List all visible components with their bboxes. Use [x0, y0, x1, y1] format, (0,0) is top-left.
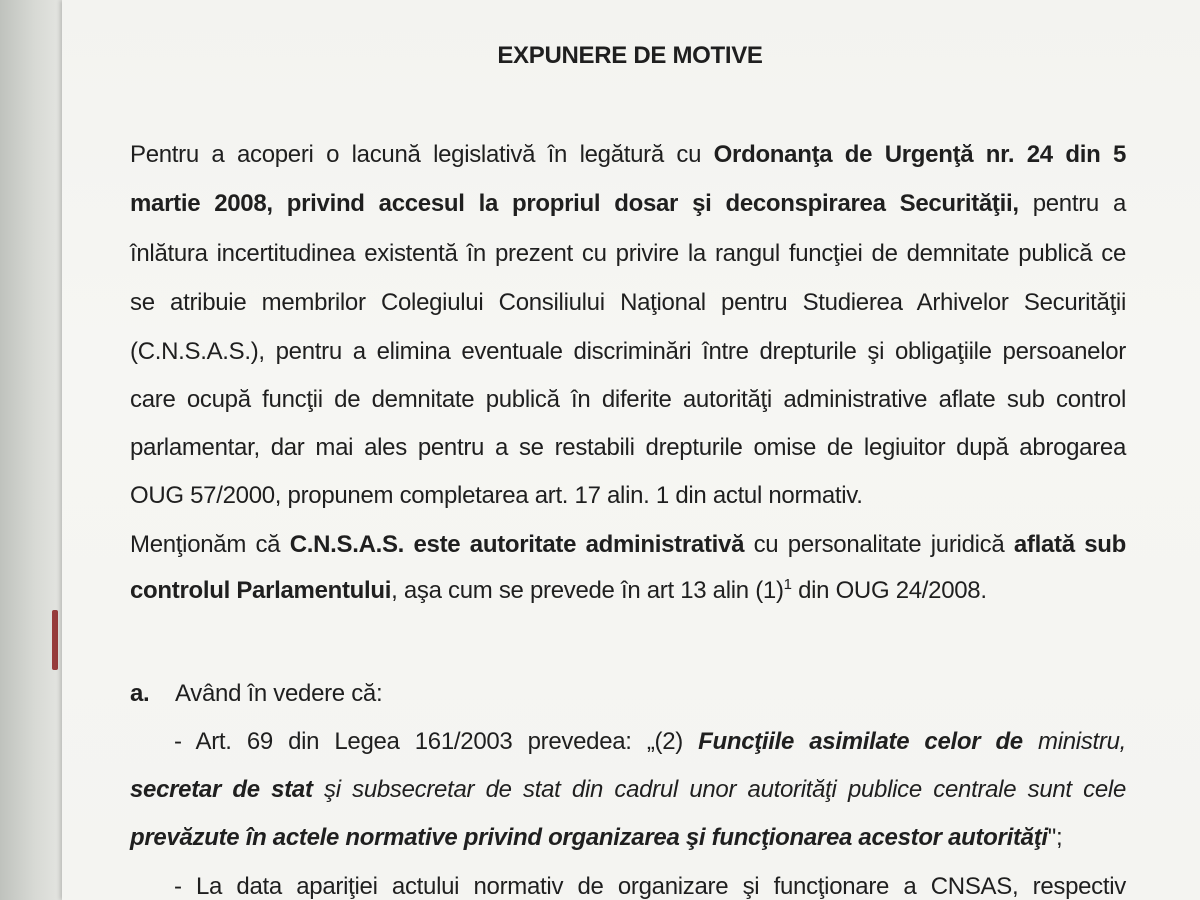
paragraph-1-line-2 [130, 189, 1126, 219]
paragraph-1-line-1 [130, 140, 1126, 170]
text-span: din OUG 24/2008. [791, 577, 987, 604]
section-a-intro: Având în vedere că: [175, 680, 383, 707]
binder-mark [52, 610, 58, 670]
paragraph-2-line-2 [130, 576, 987, 606]
italic-span: ministru, [1022, 728, 1126, 755]
paragraph-1-line-8: OUG 57/2000, propunem completarea art. 17 alin. 1 din actul normativ. [130, 482, 863, 509]
bold-span: aflată sub [1013, 531, 1126, 558]
paragraph-1-line-6: care ocupă funcţii de demnitate publică în diferite autorităţi administrative aflate sub control [130, 386, 1126, 413]
bold-span: martie 2008, privind accesul la propriul dosar şi deconspirarea Securităţii, [130, 190, 1019, 217]
footnote-marker: 1 [783, 576, 792, 593]
text-span: - Art. 69 din Legea 161/2003 prevedea: „(2) [174, 728, 699, 755]
paragraph-1-line-4: se atribuie membrilor Colegiului Consiliului Naţional pentru Studierea Arhivelor Securităţii [130, 289, 1126, 316]
text-span: Pentru a acoperi o lacună legislativă în legătură cu [130, 141, 714, 168]
bold-span: controlul Parlamentului [130, 577, 392, 604]
text-span: Menţionăm că [130, 531, 290, 558]
page-edge [0, 0, 62, 900]
italic-span: şi subsecretar de stat din cadrul unor autorităţi publice centrale sunt cele [312, 776, 1126, 803]
text-span: , aşa cum se prevede în art 13 alin (1) [391, 577, 784, 604]
bold-span: Ordonanţa de Urgenţă nr. 24 din 5 [713, 141, 1126, 168]
document-title: EXPUNERE DE MOTIVE [497, 42, 763, 69]
section-a-bullet-1-line-3 [130, 823, 1062, 853]
section-a-marker [130, 679, 149, 709]
section-a-bullet-1-line-1 [174, 727, 1126, 757]
bold-span: a. [130, 680, 150, 707]
bold-span: C.N.S.A.S. este autoritate administrativă [289, 531, 745, 558]
section-a-bullet-2-line-1: - La data apariţiei actului normativ de organizare şi funcţionare a CNSAS, respectiv [174, 873, 1126, 900]
bold-italic-span: Funcţiile asimilate celor de [698, 728, 1023, 755]
paragraph-2-line-1 [130, 530, 1126, 560]
paragraph-1-line-3: înlătura incertitudinea existentă în prezent cu privire la rangul funcţiei de demnitate publică ce [130, 240, 1126, 267]
text-span: "; [1047, 824, 1063, 851]
text-span: cu personalitate juridică [744, 531, 1014, 558]
paragraph-1-line-7: parlamentar, dar mai ales pentru a se restabili drepturile omise de legiuitor după abrogarea [130, 434, 1126, 461]
paragraph-1-line-5: (C.N.S.A.S.), pentru a elimina eventuale discriminări între drepturile şi obligaţiile persoanelor [130, 338, 1126, 365]
section-a-bullet-1-line-2 [130, 775, 1126, 805]
bold-italic-span: prevăzute în actele normative privind organizarea şi funcţionarea acestor autorităţi [130, 824, 1048, 851]
bold-italic-span: secretar de stat [130, 776, 313, 803]
text-span: pentru a [1018, 190, 1126, 217]
